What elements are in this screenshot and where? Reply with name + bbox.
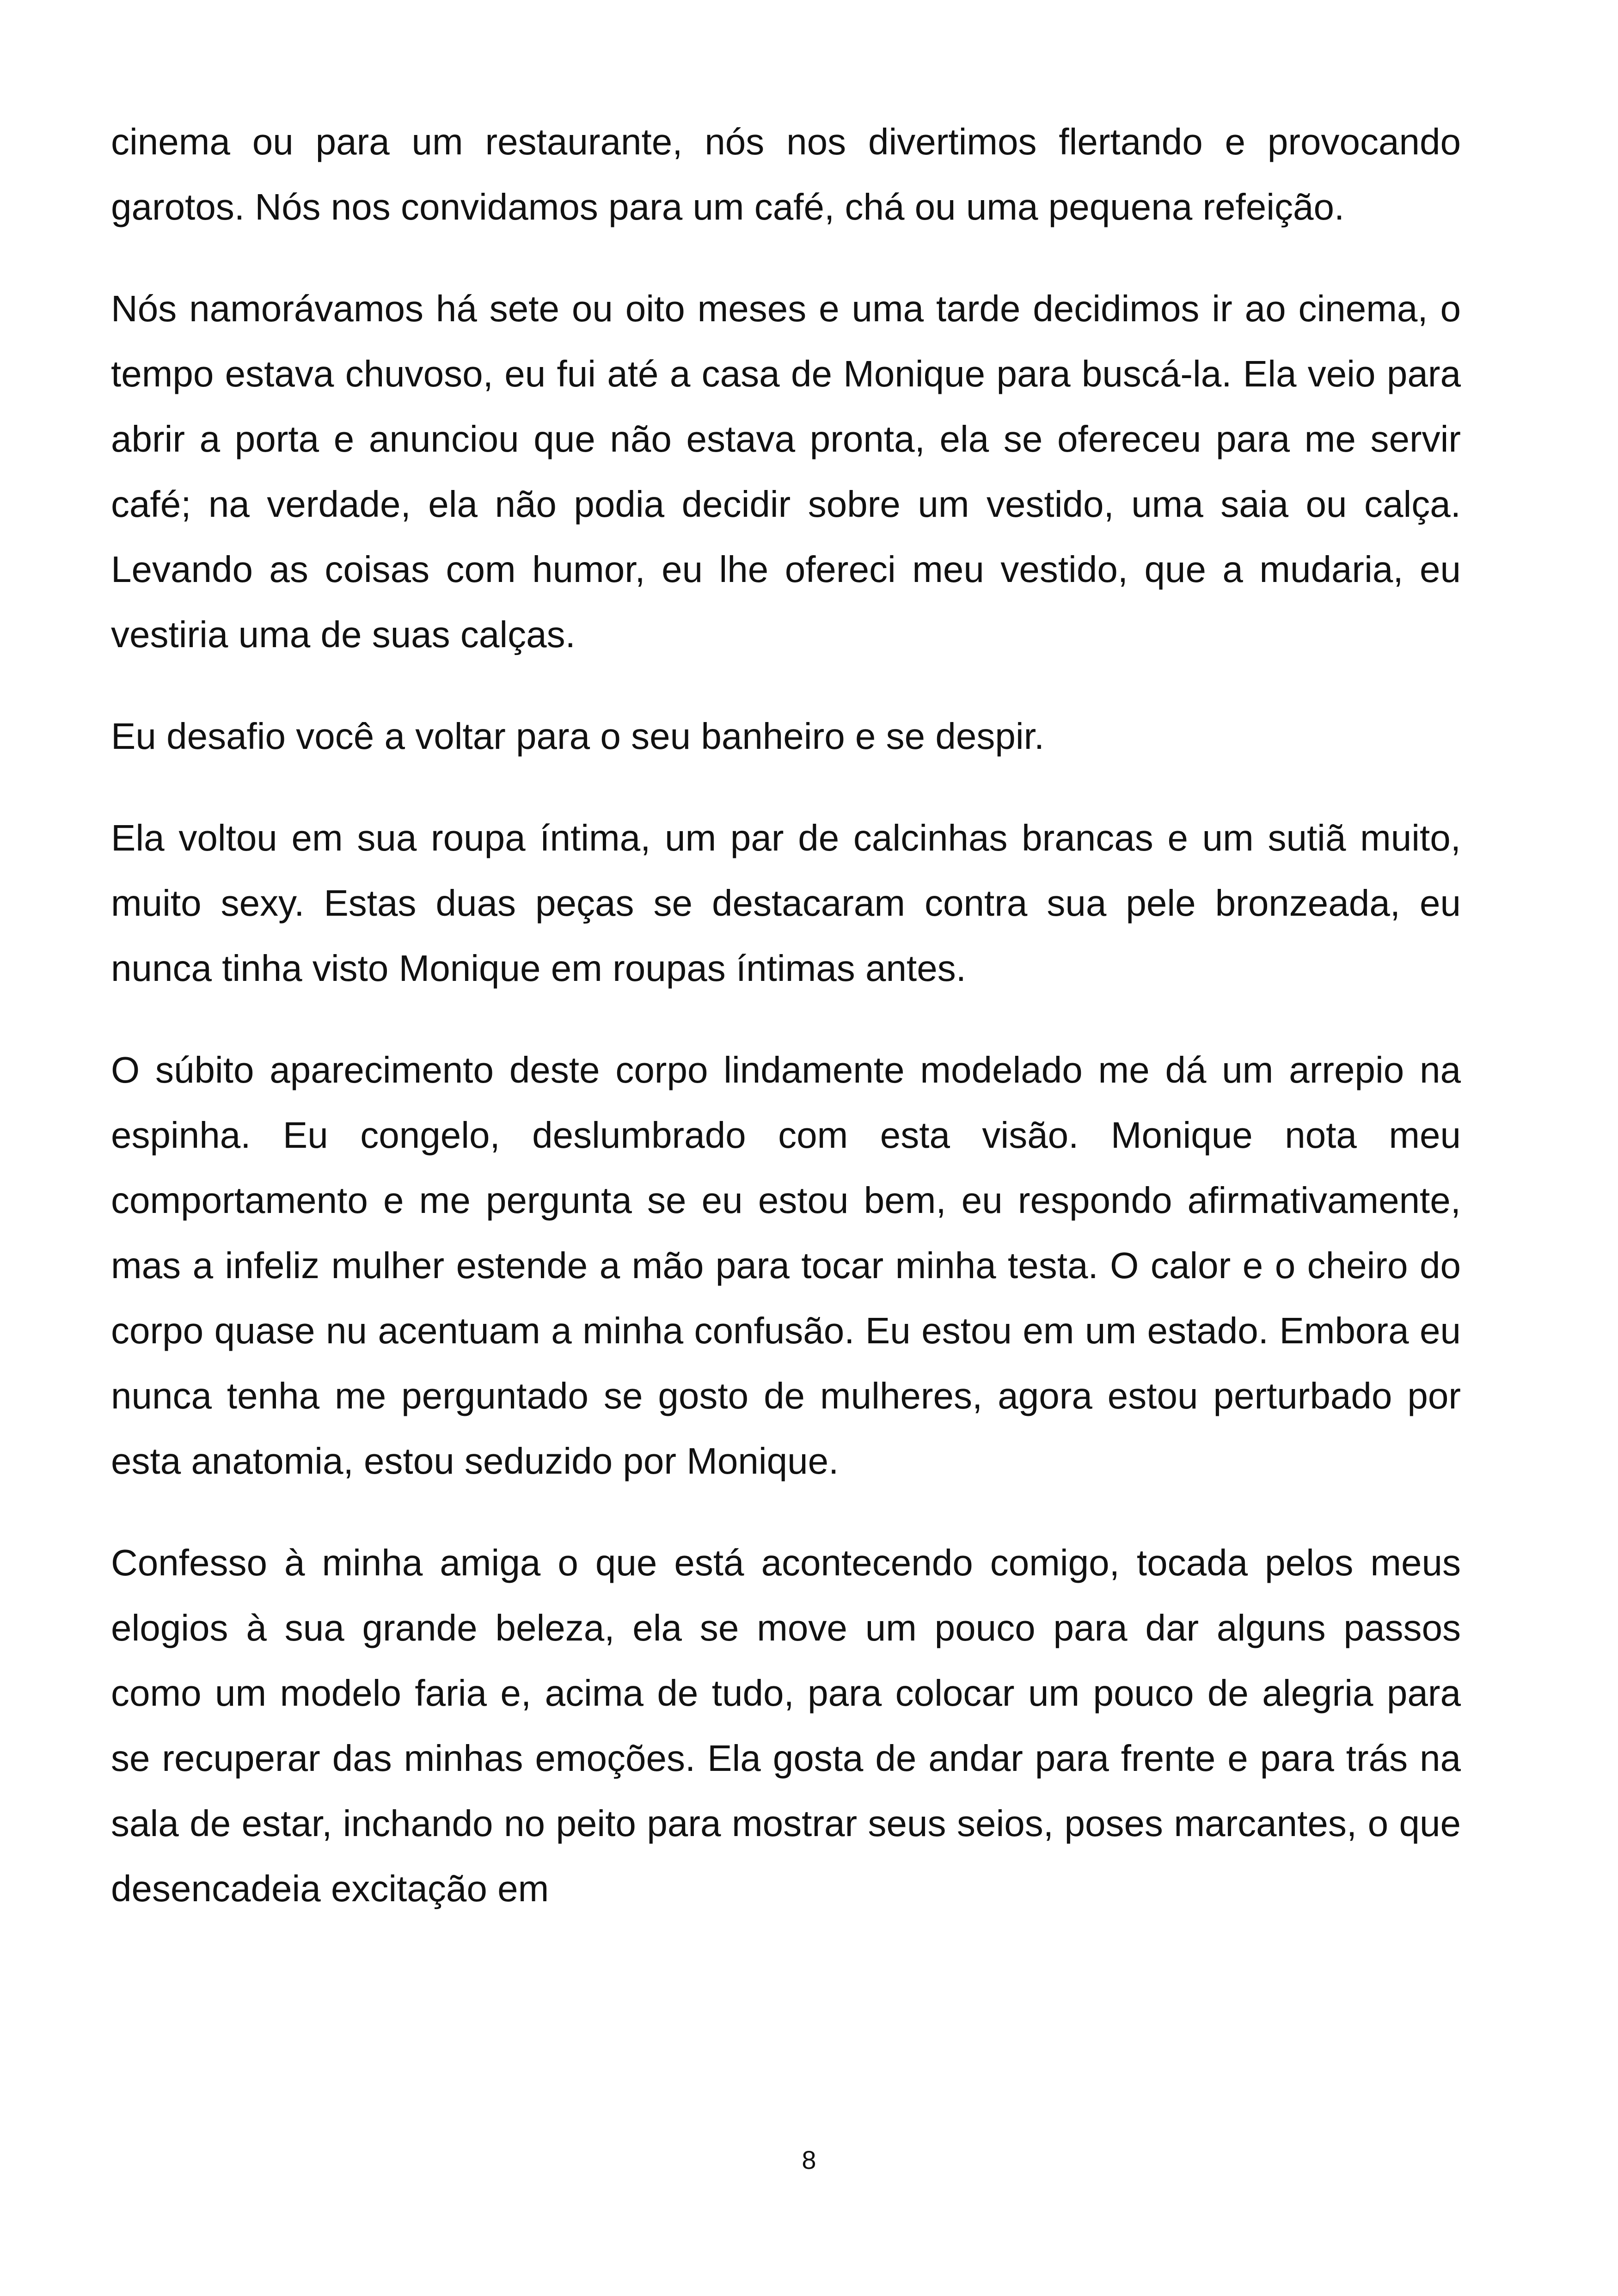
paragraph: Nós namorávamos há sete ou oito meses e uma tarde decidimos ir ao cinema, o tempo estava chuvoso, eu fui até a casa de Monique para buscá-la. Ela veio para abrir a porta e anunciou que não estava pronta, ela se ofereceu para me servir café; na verdade, ela não podia decidir sobre um vestido, uma saia ou calça. Levando as coisas com humor, eu lhe ofereci meu vestido, que a mudaria, eu vestiria uma de suas calças.: [111, 288, 1461, 655]
paragraph: Ela voltou em sua roupa íntima, um par de calcinhas brancas e um sutiã muito, muito sexy. Estas duas peças se destacaram contra sua pele bronzeada, eu nunca tinha visto Monique em roupas íntimas antes.: [111, 817, 1461, 989]
paragraph: cinema ou para um restaurante, nós nos divertimos flertando e provocando garotos. Nós nos convidamos para um café, chá ou uma pequena refeição.: [111, 121, 1461, 227]
paragraph: O súbito aparecimento deste corpo lindamente modelado me dá um arrepio na espinha. Eu congelo, deslumbrado com esta visão. Monique nota meu comportamento e me pergunta se eu estou bem, eu respondo afirmativamente, mas a infeliz mulher estende a mão para tocar minha testa. O calor e o cheiro do corpo quase nu acentuam a minha confusão. Eu estou em um estado. Embora eu nunca tenha me perguntado se gosto de mulheres, agora estou perturbado por esta anatomia, estou seduzido por Monique.: [111, 1049, 1461, 1482]
body-text: [111, 109, 1461, 1958]
page-number: 8: [802, 2145, 816, 2174]
paragraph: Confesso à minha amiga o que está acontecendo comigo, tocada pelos meus elogios à sua grande beleza, ela se move um pouco para dar alguns passos como um modelo faria e, acima de tudo, para colocar um pouco de alegria para se recuperar das minhas emoções. Ela gosta de andar para frente e para trás na sala de estar, inchando no peito para mostrar seus seios, poses marcantes, o que desencadeia excitação em: [111, 1542, 1461, 1909]
paragraph: Eu desafio você a voltar para o seu banheiro e se despir.: [111, 716, 1045, 757]
